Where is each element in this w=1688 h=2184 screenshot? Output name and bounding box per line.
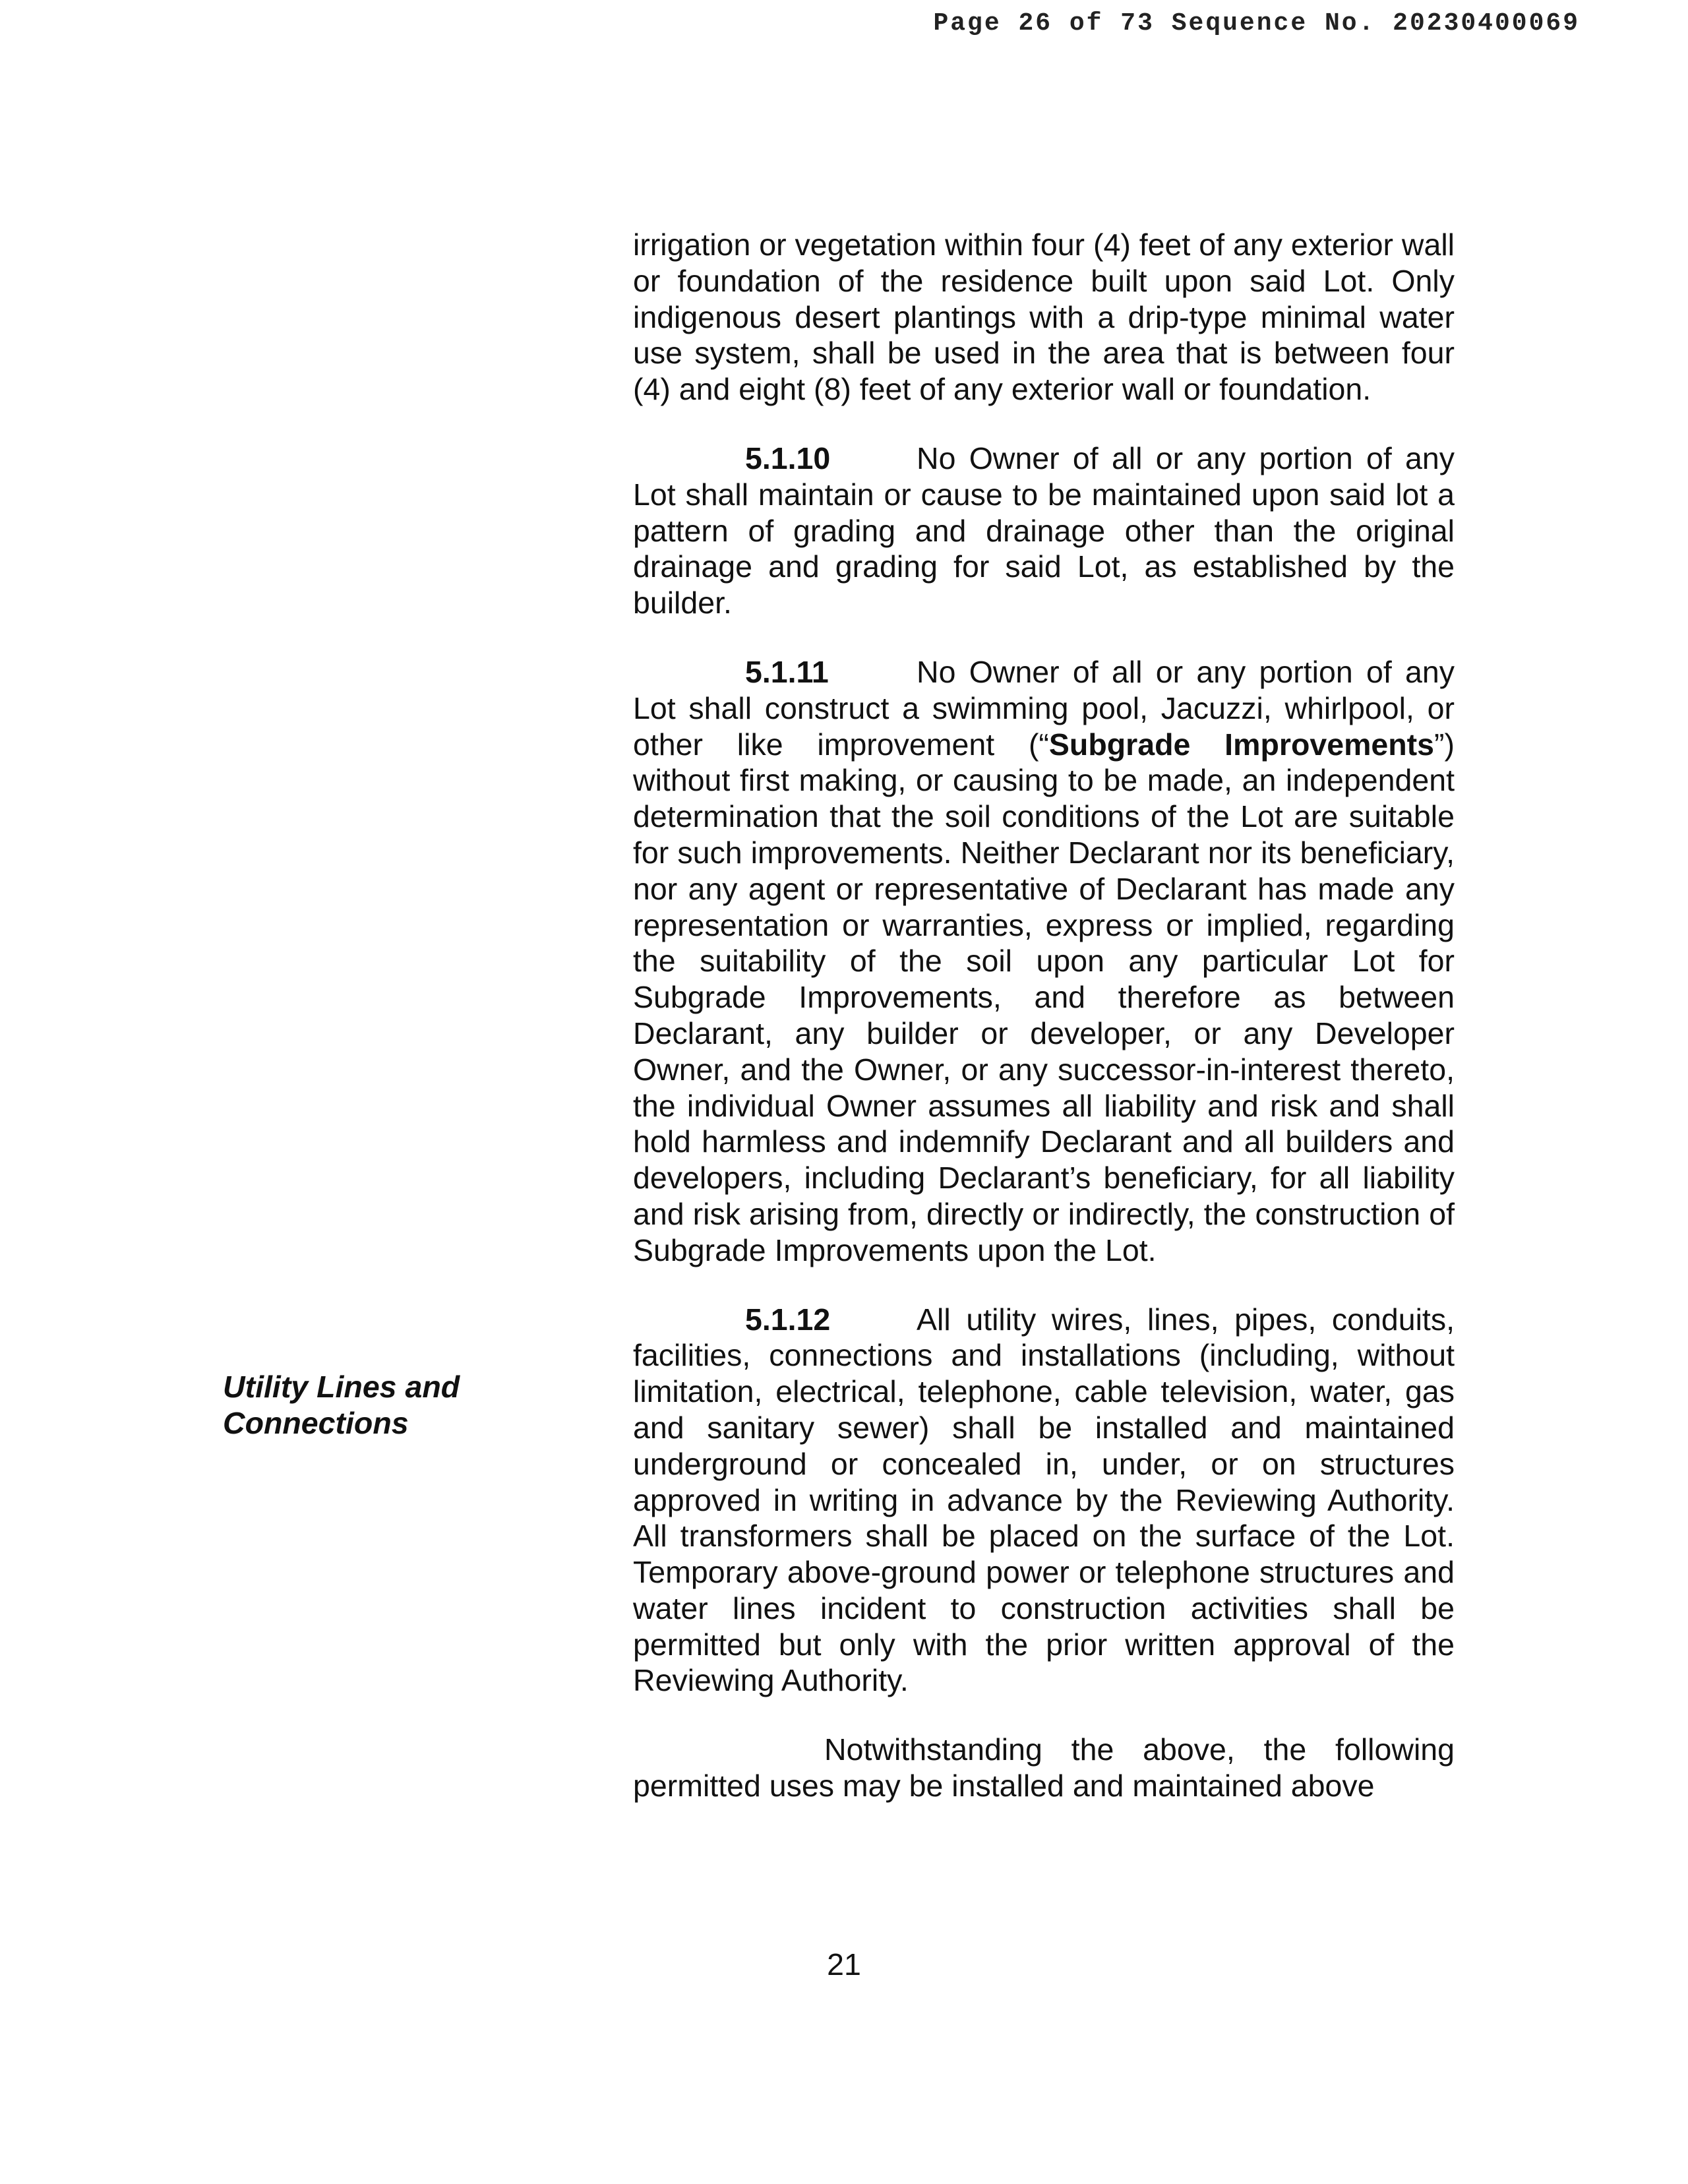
section-text: All utility wires, lines, pipes, conduits, facilities, connections and installations (including, without limitation, electrical, telephone, cable television, water, gas and sanitary sewer) shall be installed and maintained underground or concealed in, under, or on structures approved in writing in advance by the Reviewing Authority. All transformers shall be placed on the surface of the Lot. Temporary above-ground power or telephone structures and water lines incident to construction activities shall be permitted but only with the prior written approval of the Reviewing Authority. — [633, 1302, 1455, 1698]
page-number: 21 — [827, 1947, 861, 1982]
section-5-1-10 — [633, 440, 1455, 621]
section-text-part-b: ”) without first making, or causing to be made, an independent determination that the soil conditions of the Lot are suitable for such improvements. Neither Declarant nor its beneficiary, nor any agent or representative of Declarant has made any representation or warranties, express or implied, regarding the suitability of the soil upon any particular Lot for Subgrade Improvements, and therefore as between Declarant, any builder or developer, or any Developer Owner, and the Owner, or any successor-in-interest thereto, the individual Owner assumes all liability and risk and shall hold harmless and indemnify Declarant and all builders and developers, including Declarant’s beneficiary, for all liability and risk arising from, directly or indirectly, the construction of Subgrade Improvements upon the Lot. — [633, 727, 1455, 1267]
side-heading-line2: Connections — [223, 1405, 409, 1440]
paragraph-continued: irrigation or vegetation within four (4) feet of any exterior wall or foundation of the residence built upon said Lot. Only indigenous desert plantings with a drip-type minimal water use system, shall be used in the area that is between four (4) and eight (8) feet of any exterior wall or foundation. — [633, 228, 1455, 407]
defined-term: Subgrade Improvements — [1048, 727, 1435, 762]
side-heading-line1: Utility Lines and — [223, 1370, 460, 1404]
section-5-1-12 — [633, 1302, 1455, 1699]
page-sequence-stamp: Page 26 of 73 Sequence No. 20230400069 — [933, 9, 1580, 38]
side-heading — [223, 1369, 553, 1441]
section-5-1-11 — [633, 654, 1455, 1269]
paragraph-notwithstanding — [633, 1732, 1455, 1804]
section-text-part-a: No Owner of all or any portion of any Lot shall construct a swimming pool, Jacuzzi, whirlpool, or other like improvement (“ — [633, 654, 1455, 762]
body-column — [633, 227, 1455, 1804]
section-number: 5.1.11 — [745, 654, 829, 689]
section-number: 5.1.10 — [745, 440, 831, 475]
section-number: 5.1.12 — [745, 1302, 831, 1337]
paragraph-text: Notwithstanding the above, the following permitted uses may be installed and maintained above — [633, 1732, 1455, 1804]
section-text: No Owner of all or any portion of any Lot shall maintain or cause to be maintained upon said lot a pattern of grading and drainage other than the original drainage and grading for said Lot, as established by the builder. — [633, 440, 1455, 621]
